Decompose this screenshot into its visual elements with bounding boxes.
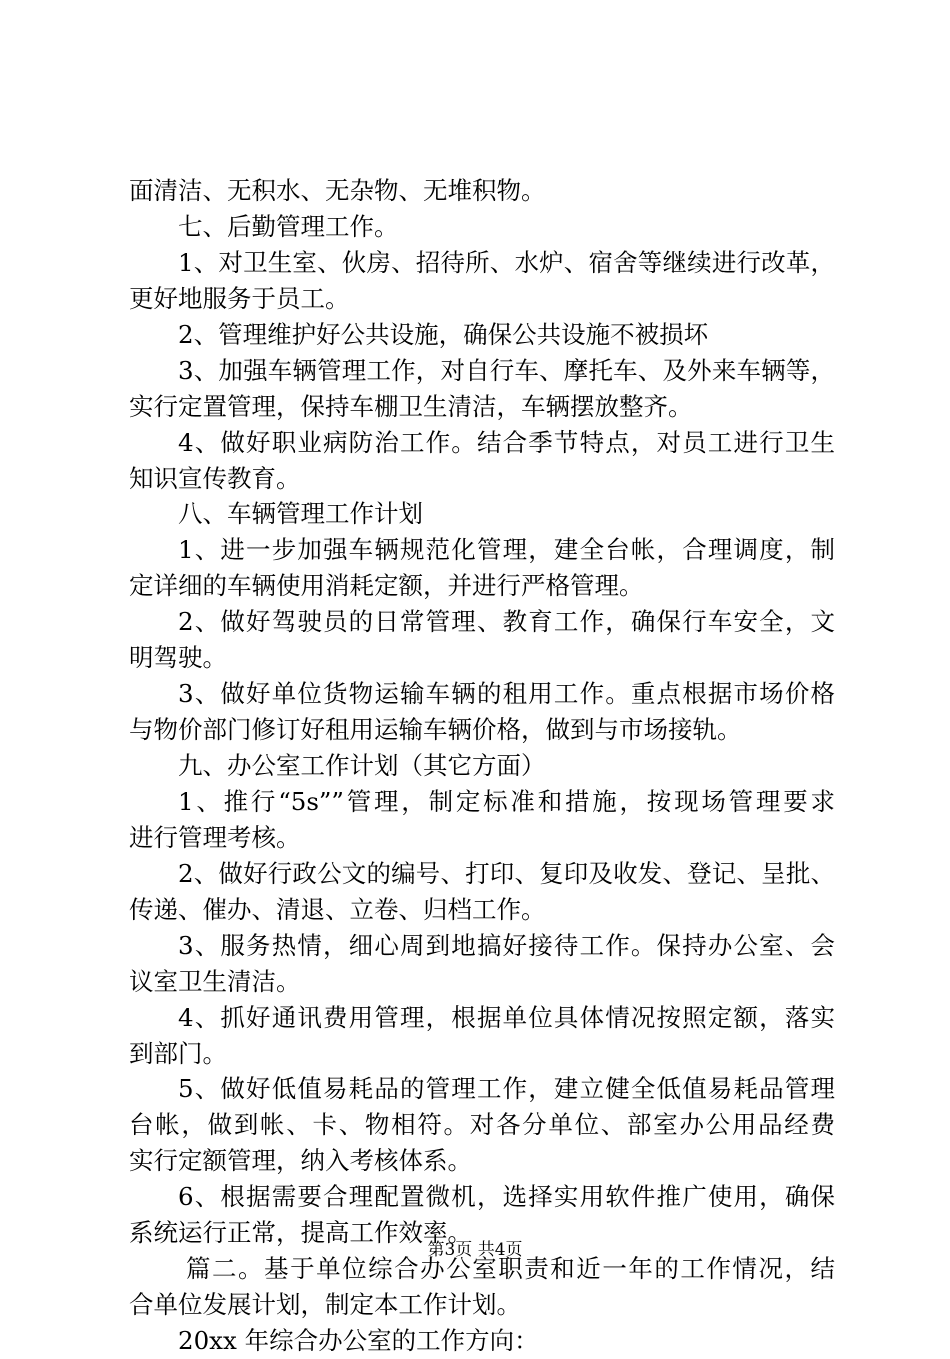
document-body: [129, 173, 835, 1359]
paragraph-line: 2、做好驾驶员的日常管理、教育工作，确保行车安全，文: [178, 607, 835, 637]
paragraph-line: 1、进一步加强车辆规范化管理，建全台帐，合理调度，制: [178, 535, 835, 565]
paragraph-line: 定详细的车辆使用消耗定额，并进行严格管理。: [129, 571, 644, 601]
paragraph-line: 6、根据需要合理配置微机，选择实用软件推广使用，确保: [178, 1182, 835, 1212]
page-footer: 第3页 共4页: [427, 1240, 523, 1260]
paragraph-line: 八、车辆管理工作计划: [178, 499, 423, 529]
paragraph-line: 更好地服务于员工。: [129, 283, 350, 313]
paragraph-line: 1、推行“5s””管理，制定标准和措施，按现场管理要求: [178, 786, 835, 816]
paragraph-line: 2、管理维护好公共设施，确保公共设施不被损坏: [178, 319, 709, 349]
paragraph-line: 3、服务热情，细心周到地搞好接待工作。保持办公室、会: [178, 930, 835, 960]
paragraph-line: 明驾驶。: [129, 643, 227, 673]
paragraph-line: 知识宣传教育。: [129, 463, 301, 493]
paragraph-line: 九、办公室工作计划（其它方面）: [178, 751, 546, 780]
paragraph-line: 1、对卫生室、伙房、招待所、水炉、宿舍等继续进行改革，: [178, 247, 835, 277]
paragraph-line: 3、做好单位货物运输车辆的租用工作。重点根据市场价格: [178, 679, 835, 709]
paragraph-line: 与物价部门修订好租用运输车辆价格，做到与市场接轨。: [129, 715, 742, 745]
paragraph-line: 5、做好低值易耗品的管理工作，建立健全低值易耗品管理: [178, 1074, 835, 1104]
paragraph-line: 议室卫生清洁。: [129, 966, 301, 996]
paragraph-line: 七、后勤管理工作。: [178, 211, 399, 241]
paragraph-line: 20xx 年综合办公室的工作方向：: [178, 1326, 539, 1355]
paragraph-line: 面清洁、无积水、无杂物、无堆积物。: [129, 176, 546, 205]
paragraph-line: 进行管理考核。: [129, 822, 301, 852]
paragraph-line: 实行定额管理，纳入考核体系。: [129, 1146, 472, 1176]
paragraph-line: 3、加强车辆管理工作，对自行车、摩托车、及外来车辆等，: [178, 355, 835, 385]
paragraph-line: 到部门。: [129, 1038, 227, 1068]
paragraph-line: 2、做好行政公文的编号、打印、复印及收发、登记、呈批、: [178, 858, 835, 888]
paragraph-line: 传递、催办、清退、立卷、归档工作。: [129, 894, 546, 924]
paragraph-line: 系统运行正常，提高工作效率。: [129, 1218, 472, 1248]
paragraph-line: 4、抓好通讯费用管理，根据单位具体情况按照定额，落实: [178, 1002, 835, 1032]
paragraph-line: 篇二。基于单位综合办公室职责和近一年的工作情况，结: [186, 1254, 835, 1284]
paragraph-line: 实行定置管理，保持车棚卫生清洁，车辆摆放整齐。: [129, 391, 693, 421]
paragraph-line: 合单位发展计划，制定本工作计划。: [129, 1290, 521, 1320]
paragraph-line: 台帐，做到帐、卡、物相符。对各分单位、部室办公用品经费: [129, 1110, 835, 1140]
paragraph-line: 4、做好职业病防治工作。结合季节特点，对员工进行卫生: [178, 427, 835, 457]
